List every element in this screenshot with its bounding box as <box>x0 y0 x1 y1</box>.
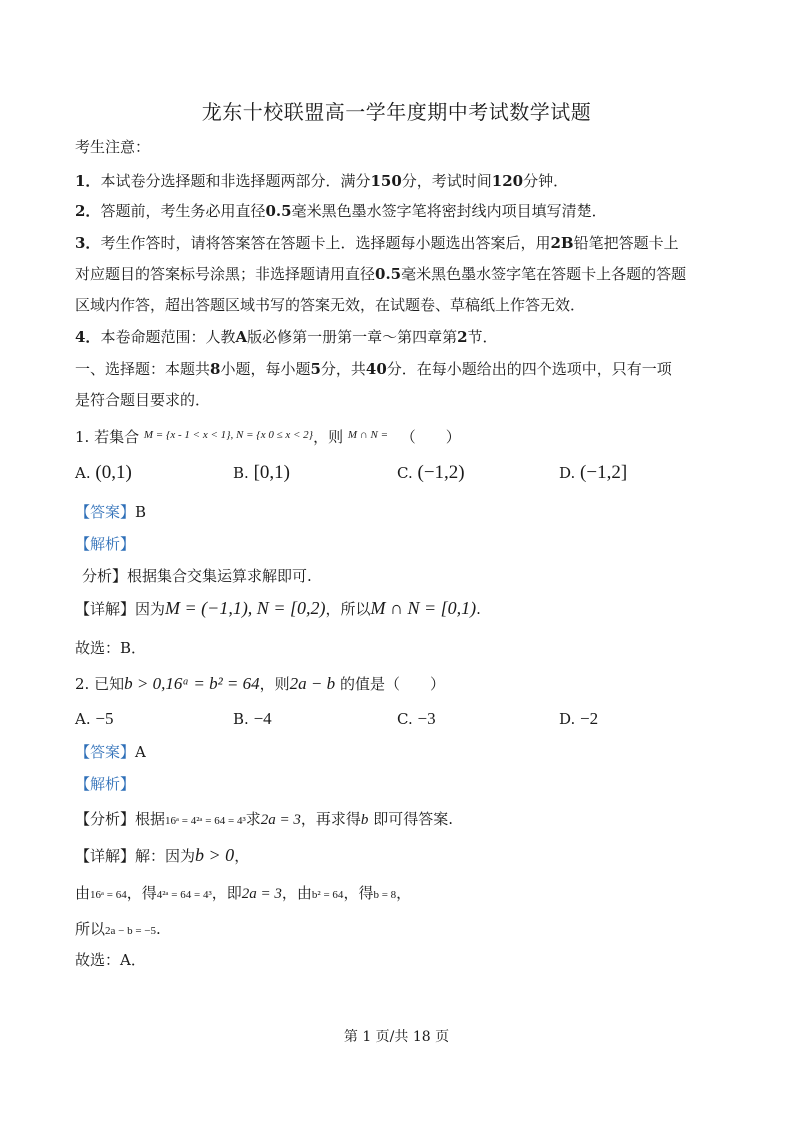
text: 铅笔把答题卡上 <box>573 234 679 252</box>
text: . <box>156 920 161 938</box>
number: 2B <box>550 234 574 252</box>
option-value: −4 <box>253 709 272 728</box>
notice-item-2 <box>75 200 607 221</box>
text: 版必修第一册第一章～第四章第 <box>247 328 458 346</box>
answer-value: B <box>135 503 147 521</box>
section-heading-line-1 <box>75 358 672 379</box>
number: 2 <box>457 328 468 346</box>
text: 已知 <box>94 675 125 693</box>
number: 0.5 <box>265 202 292 220</box>
q2-analysis-tag: 【解析】 <box>75 775 136 793</box>
math: 4²ᵃ = 64 = 4³ <box>156 889 212 901</box>
number: 40 <box>365 360 387 378</box>
math-sets: M = {x - 1 < x < 1}, N = {x 0 ≤ x < 2} <box>143 429 314 441</box>
text: ，由 <box>281 884 312 902</box>
option-value: −2 <box>580 709 599 728</box>
q2-detail <box>75 845 249 866</box>
detail-tag: 【详解】 <box>75 600 136 618</box>
option-label: A. <box>75 710 91 728</box>
text: 本试卷分选择题和非选择题两部分．满分 <box>100 172 371 190</box>
number: 150 <box>370 172 402 190</box>
text: 分钟． <box>523 172 569 190</box>
math-expression: 2a − b <box>289 674 336 693</box>
question-2 <box>75 673 445 694</box>
q2-conclusion: 故选：A． <box>75 951 146 969</box>
text: 毫米黑色墨水签字笔将密封线内项目填写清楚． <box>291 202 607 220</box>
math-result: M ∩ N = [0,1) <box>370 598 477 618</box>
option-label: D. <box>559 710 576 728</box>
option-label: B. <box>233 710 249 728</box>
notice-item-3-line-2 <box>75 263 686 284</box>
q2-step-2 <box>75 918 161 939</box>
number: 120 <box>491 172 524 190</box>
option-label: B. <box>233 464 249 482</box>
text: 节． <box>467 328 498 346</box>
text: 即可得答案. <box>373 810 453 828</box>
page-footer: 第 1 页/共 18 页 <box>343 1029 450 1045</box>
math-sets: M = (−1,1), N = [0,2) <box>165 598 326 618</box>
text: ，得 <box>126 884 157 902</box>
option-value: (−1,2] <box>580 462 628 483</box>
item-number: 2． <box>75 202 101 220</box>
option-value: −3 <box>417 709 436 728</box>
analysis-tag: 【分析】 <box>75 810 136 828</box>
page-title: 龙东十校联盟高一学年度期中考试数学试题 <box>201 100 592 124</box>
number: 5 <box>310 360 321 378</box>
text: 根据 <box>135 810 166 828</box>
option-value: (0,1) <box>95 462 132 483</box>
math: b <box>360 812 369 828</box>
math: 2a = 3 <box>241 886 282 902</box>
text: 分，考试时间 <box>401 172 492 190</box>
item-number: 1． <box>75 172 101 190</box>
option-label: D. <box>559 464 576 482</box>
text: ，得 <box>343 884 374 902</box>
text: . <box>476 600 481 618</box>
text: 若集合 <box>94 428 140 446</box>
question-1 <box>75 426 461 447</box>
option-value: [0,1) <box>253 462 290 483</box>
question-number: 2. <box>75 675 90 693</box>
text: 由 <box>75 884 91 902</box>
notice-heading: 考生注意： <box>75 138 151 156</box>
text: ，则 <box>259 675 290 693</box>
answer-tag: 【答案】 <box>75 503 136 521</box>
text: ，所以 <box>325 600 371 618</box>
math-intersection: M ∩ N = <box>347 429 389 441</box>
q2-option-c <box>397 709 436 729</box>
text: ，即 <box>211 884 242 902</box>
notice-item-4 <box>75 326 498 347</box>
q2-option-a <box>75 709 113 729</box>
number: 8 <box>210 360 221 378</box>
option-label: C. <box>397 710 413 728</box>
q1-option-c <box>397 462 465 484</box>
q1-analysis-tag: 【解析】 <box>75 535 136 553</box>
math-condition: b > 0,16ᵃ = b² = 64 <box>124 674 260 693</box>
text: 分，共 <box>320 360 366 378</box>
text: 毫米黑色墨水签字笔在答题卡上各题的答题 <box>401 265 687 283</box>
q1-option-a <box>75 462 132 484</box>
text: 解：因为 <box>135 847 196 865</box>
notice-item-3-line-1 <box>75 232 679 253</box>
math: b² = 64 <box>311 889 344 901</box>
q2-answer <box>75 741 146 762</box>
section-heading-line-2: 是符合题目要求的． <box>75 391 211 409</box>
q1-option-d <box>559 462 627 484</box>
answer-tag: 【答案】 <box>75 743 136 761</box>
notice-item-1 <box>75 170 568 191</box>
option-label: A. <box>75 464 91 482</box>
text: 因为 <box>135 600 166 618</box>
q1-detail <box>75 598 481 619</box>
math: b = 8 <box>373 889 397 901</box>
math: 16ᵃ = 64 <box>90 889 127 901</box>
option-value: (−1,2) <box>417 462 465 483</box>
item-number: 4． <box>75 328 101 346</box>
text: 答题前，考生务必用直径 <box>100 202 266 220</box>
math: 2a = 3 <box>260 812 301 828</box>
text: 求 <box>245 810 261 828</box>
q1-analysis: 分析】根据集合交集运算求解即可. <box>82 567 312 585</box>
text: ， <box>234 847 250 865</box>
q2-analysis <box>75 808 453 829</box>
math: b > 0 <box>195 845 235 865</box>
q2-step-1 <box>75 882 411 903</box>
option-label: C. <box>397 464 413 482</box>
question-number: 1. <box>75 428 90 446</box>
math: 2a − b = −5 <box>105 925 157 937</box>
answer-paren: （ ） <box>400 428 461 446</box>
text: ，再求得 <box>300 810 361 828</box>
q2-option-d <box>559 709 598 729</box>
text: 本卷命题范围：人教 <box>100 328 236 346</box>
text: 的值是（ ） <box>339 675 445 693</box>
q1-conclusion: 故选：B． <box>75 639 147 657</box>
detail-tag: 【详解】 <box>75 847 136 865</box>
text: 分．在每小题给出的四个选项中，只有一项 <box>386 360 672 378</box>
text: 一、选择题：本题共 <box>75 360 211 378</box>
text: 对应题目的答案标号涂黑；非选择题请用直径 <box>75 265 376 283</box>
number: 0.5 <box>375 265 402 283</box>
notice-item-3-line-3: 区域内作答，超出答题区域书写的答案无效，在试题卷、草稿纸上作答无效． <box>75 296 586 314</box>
text: 所以 <box>75 920 106 938</box>
text: 考生作答时，请将答案答在答题卡上．选择题每小题选出答案后，用 <box>100 234 551 252</box>
item-number: 3． <box>75 234 101 252</box>
option-value: −5 <box>95 709 114 728</box>
text: ， <box>396 884 412 902</box>
q2-option-b <box>233 709 272 729</box>
q1-option-b <box>233 462 290 484</box>
q1-answer <box>75 501 146 522</box>
math: 16ᵃ = 4²ᵃ = 64 = 4³ <box>165 815 246 827</box>
answer-value: A <box>135 743 146 761</box>
text: ，则 <box>313 428 344 446</box>
text: 小题，每小题 <box>220 360 311 378</box>
number: A <box>235 328 248 346</box>
